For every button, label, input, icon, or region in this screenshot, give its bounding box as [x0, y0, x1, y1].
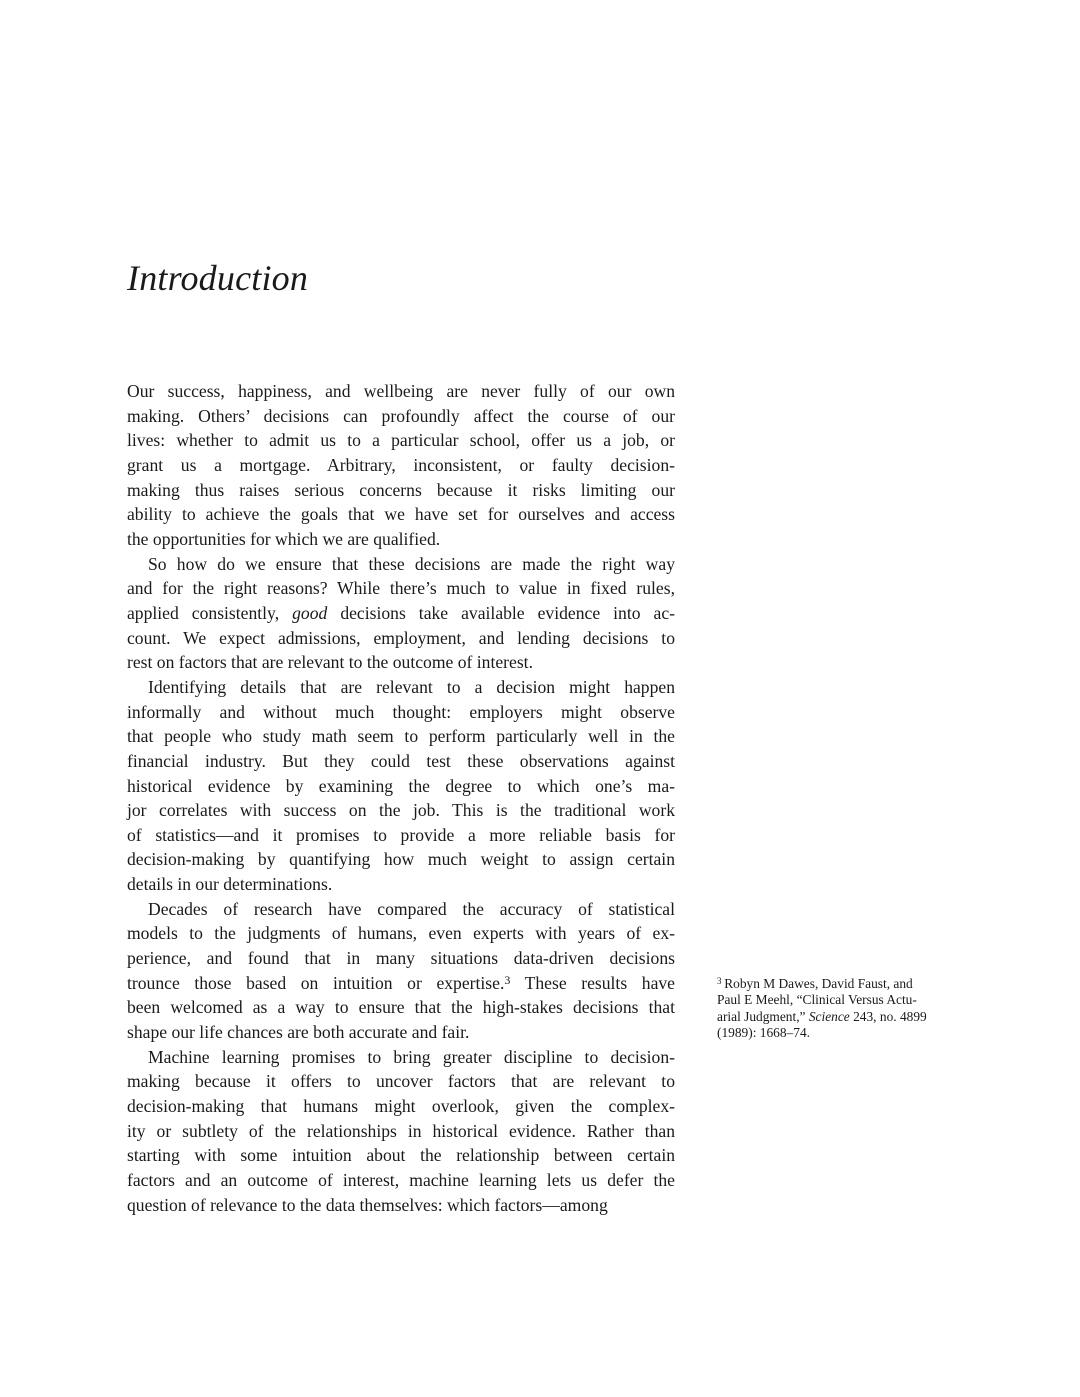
text-segment: applied consistently, — [127, 602, 293, 623]
journal-title: Science — [808, 1008, 850, 1024]
text-line: making thus raises serious concerns because it risks limiting our — [127, 479, 675, 500]
sidenote-text: Paul E Meehl, “Clinical Versus Actu- — [717, 992, 917, 1008]
text-line: Identifying details that are relevant to a decision might happen — [148, 676, 675, 697]
text-line — [127, 601, 675, 626]
text-line: details in our determinations. — [127, 874, 333, 895]
text-line: been welcomed as a way to ensure that the high-stakes decisions that — [127, 997, 675, 1018]
text-line: decision-making that humans might overlook, given the complex- — [127, 1096, 675, 1117]
text-line: Machine learning promises to bring greater discipline to decision- — [148, 1046, 675, 1067]
main-text — [127, 379, 675, 1217]
text-line — [127, 971, 675, 996]
text-line: financial industry. But they could test these observations against — [127, 750, 675, 771]
text-segment: decisions take available evidence into ac- — [327, 602, 676, 623]
sidenote-text: (1989): 1668–74. — [717, 1025, 810, 1041]
text-line: jor correlates with success on the job. This is the traditional work — [127, 800, 675, 821]
text-line: making. Others’ decisions can profoundly affect the course of our — [127, 405, 675, 426]
text-line: question of relevance to the data themselves: which factors—among — [127, 1194, 608, 1215]
text-line: and for the right reasons? While there’s much to value in fixed rules, — [127, 578, 675, 599]
text-line: perience, and found that in many situations data-driven decisions — [127, 948, 675, 969]
sidenote-text: arial Judgment,” — [717, 1008, 809, 1024]
sidenote-line — [717, 992, 956, 1008]
sidenote-line — [717, 976, 956, 992]
text-line: starting with some intuition about the relationship between certain — [127, 1145, 675, 1166]
text-line: historical evidence by examining the degree to which one’s ma- — [127, 775, 675, 796]
text-segment: trounce those based on intuition or expertise. — [127, 972, 505, 993]
text-line: the opportunities for which we are qualified. — [127, 528, 441, 549]
paragraph — [127, 897, 675, 1045]
paragraph — [127, 1045, 675, 1218]
sidenote — [717, 976, 956, 1042]
sidenote-line — [717, 1009, 956, 1025]
footnote-reference: 3 — [504, 972, 511, 987]
emphasis-text: good — [292, 602, 328, 623]
text-line: rest on factors that are relevant to the outcome of interest. — [127, 652, 533, 673]
paragraph — [127, 379, 675, 552]
text-line: that people who study math seem to perform particularly well in the — [127, 726, 675, 747]
text-line: informally and without much thought: employers might observe — [127, 701, 675, 722]
text-line: models to the judgments of humans, even experts with years of ex- — [127, 923, 675, 944]
text-line: decision-making by quantifying how much weight to assign certain — [127, 849, 675, 870]
sidenote-text: Robyn M Dawes, David Faust, and — [724, 976, 913, 991]
page-title: Introduction — [127, 258, 309, 298]
paragraph — [127, 552, 675, 675]
paragraph — [127, 675, 675, 897]
text-line: grant us a mortgage. Arbitrary, inconsistent, or faulty decision- — [127, 454, 675, 475]
text-line: factors and an outcome of interest, machine learning lets us defer the — [127, 1170, 675, 1190]
text-line: ity or subtlety of the relationships in historical evidence. Rather than — [127, 1120, 675, 1141]
text-line: Our success, happiness, and wellbeing are never fully of our own — [127, 381, 675, 401]
sidenote-line — [717, 1025, 956, 1041]
text-line: Decades of research have compared the accuracy of statistical — [148, 898, 675, 919]
sidenote-number: 3 — [717, 976, 722, 986]
text-line: ability to achieve the goals that we have set for ourselves and access — [127, 504, 675, 525]
sidenote-text: 243, no. 4899 — [849, 1008, 927, 1024]
text-segment: These results have — [510, 972, 675, 993]
text-line: of statistics—and it promises to provide a more reliable basis for — [127, 824, 675, 845]
text-line: making because it offers to uncover factors that are relevant to — [127, 1071, 675, 1092]
text-line: shape our life chances are both accurate and fair. — [127, 1022, 470, 1043]
text-line: So how do we ensure that these decisions are made the right way — [148, 553, 675, 574]
text-line: count. We expect admissions, employment, and lending decisions to — [127, 627, 675, 648]
text-line: lives: whether to admit us to a particular school, offer us a job, or — [127, 430, 675, 451]
